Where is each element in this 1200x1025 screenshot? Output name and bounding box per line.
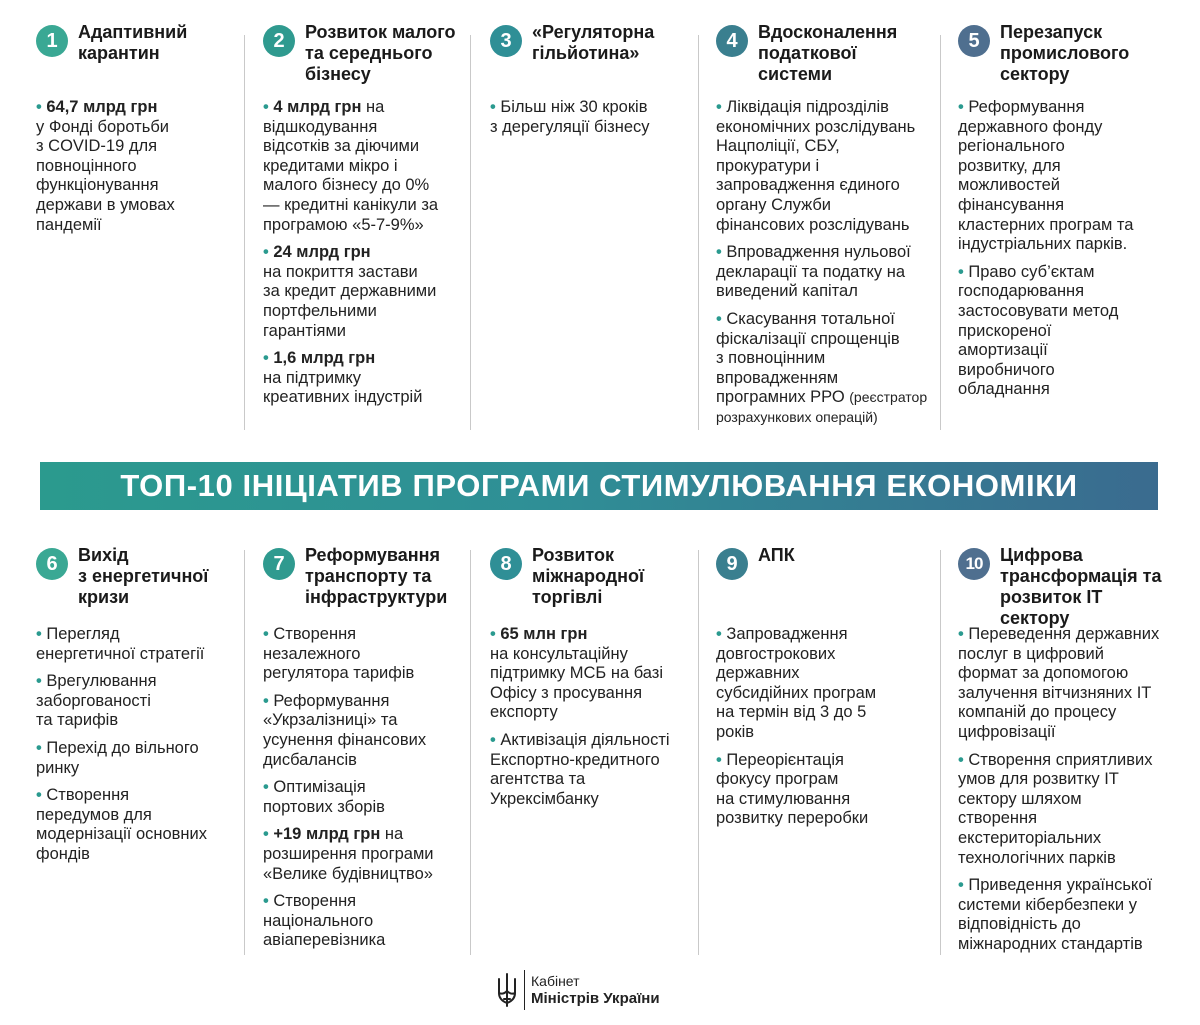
initiative-title-line: розвиток IT сектору — [1000, 587, 1103, 628]
bullet-icon: • — [36, 738, 47, 757]
bullet-icon: • — [263, 625, 274, 643]
bullet-icon: • — [263, 892, 274, 911]
item-text-line: креативних індустрій — [263, 388, 423, 407]
item-text-line: пандемії — [36, 215, 102, 234]
item-text-line: з COVID-19 для — [36, 137, 158, 156]
initiative-title-line: Цифрова — [1000, 545, 1083, 565]
item-text-line: Створення — [46, 786, 130, 805]
initiative-title-line: сектору — [1000, 64, 1070, 84]
item-text-line: Створення — [273, 625, 357, 643]
initiative-item — [36, 739, 266, 778]
item-text-line: послуг в цифровий — [958, 644, 1104, 663]
bullet-icon: • — [716, 243, 727, 262]
initiative-header — [36, 545, 241, 608]
bullet-icon: • — [263, 778, 274, 797]
item-text-line: виробничого — [958, 360, 1055, 379]
item-amount: +19 млрд грн — [273, 825, 381, 844]
initiative-title-line: інфраструктури — [305, 587, 448, 607]
initiative-title-line: трансформація та — [1000, 566, 1162, 586]
initiative-items — [36, 625, 266, 873]
item-text-line: заборгованості — [36, 691, 151, 710]
initiative-header — [716, 22, 921, 85]
initiative-items — [490, 98, 720, 145]
initiative-item — [263, 98, 493, 235]
initiative-item — [263, 349, 493, 408]
item-text-line: Ліквідація підрозділів — [726, 98, 889, 116]
item-text-line: на покриття застави — [263, 262, 418, 281]
item-text-line: фокусу програм — [716, 770, 839, 789]
item-text-line: фондів — [36, 844, 90, 863]
item-amount: 4 млрд грн — [273, 98, 362, 116]
item-text-line: амортизації — [958, 341, 1048, 360]
initiative-header — [958, 22, 1163, 85]
initiative-title-line: Адаптивний — [78, 22, 188, 42]
item-text-line: державних — [716, 664, 800, 683]
item-text-line: на — [361, 98, 385, 116]
item-text-line: повноцінного — [36, 156, 137, 175]
item-text-line: Створення сприятливих — [968, 750, 1153, 769]
initiative-title — [78, 545, 208, 608]
bullet-icon: • — [263, 691, 274, 710]
initiative-item — [716, 310, 946, 428]
item-text-line: державного фонду — [958, 117, 1103, 136]
initiative-6 — [36, 545, 241, 965]
initiative-title — [532, 22, 654, 64]
item-text-line: міжнародних стандартів — [958, 934, 1143, 953]
item-text-line: довгострокових — [716, 644, 836, 663]
initiative-number-badge: 8 — [490, 548, 522, 580]
initiative-title — [532, 545, 644, 608]
initiative-item — [958, 876, 1188, 954]
initiative-title-line: торгівлі — [532, 587, 603, 607]
item-text-line: дисбалансів — [263, 750, 357, 769]
initiative-header — [958, 545, 1163, 629]
item-text-line: відсотків за діючими — [263, 137, 420, 156]
item-text-line: формат за допомогою — [958, 664, 1129, 683]
item-text-line: з дерегуляції бізнесу — [490, 117, 650, 136]
item-text-line: органу Служби — [716, 195, 832, 214]
initiative-title — [1000, 22, 1129, 85]
initiative-title — [1000, 545, 1163, 629]
initiative-title-line: та середнього — [305, 43, 433, 63]
initiative-number-badge: 7 — [263, 548, 295, 580]
initiative-title-line: системи — [758, 64, 833, 84]
initiative-item — [716, 751, 946, 829]
initiative-title-line: Розвиток малого — [305, 22, 456, 42]
initiative-header — [716, 545, 921, 580]
item-text-line: на консультаційну — [490, 644, 628, 663]
item-text-line: Реформування — [968, 98, 1085, 116]
item-text-line: Створення — [273, 892, 357, 911]
initiative-item — [490, 731, 720, 809]
item-text-line: за кредит державними — [263, 282, 437, 301]
initiative-title-line: Реформування — [305, 545, 441, 565]
bullet-icon: • — [263, 98, 274, 116]
item-text-line: розвитку, для — [958, 156, 1061, 175]
item-text-line: відповідність до — [958, 915, 1081, 934]
item-text-line: Впровадження нульової — [726, 243, 911, 262]
initiative-item — [263, 243, 493, 341]
item-text-line: Приведення української — [968, 876, 1153, 895]
item-text-line: агентства та — [490, 770, 586, 789]
bullet-icon: • — [36, 98, 47, 116]
item-note: (реєстратор — [849, 389, 928, 406]
item-text-line: Скасування тотальної — [726, 309, 895, 328]
item-text-line: прискореної — [958, 321, 1052, 340]
initiative-number-badge: 1 — [36, 25, 68, 57]
item-text-line: розширення програми — [263, 844, 434, 863]
cabinet-logo — [496, 970, 660, 1010]
initiative-item — [716, 98, 946, 235]
item-text-line: технологічних парків — [958, 848, 1116, 867]
initiative-item — [716, 243, 946, 302]
initiative-10 — [958, 545, 1163, 965]
bullet-icon: • — [958, 98, 969, 116]
item-text-line: передумов для — [36, 805, 152, 824]
initiative-item — [36, 625, 266, 664]
cabinet-line1: Кабінет — [531, 972, 580, 989]
initiative-title — [758, 22, 897, 85]
bullet-icon: • — [958, 625, 969, 643]
item-text-line: створення — [958, 809, 1038, 828]
initiative-item — [36, 98, 266, 235]
item-text-line: на підтримку — [263, 368, 362, 387]
initiative-number-badge: 10 — [958, 548, 990, 580]
cabinet-line2: Міністрів України — [531, 989, 660, 1007]
initiative-item — [263, 778, 493, 817]
initiative-items — [490, 625, 720, 817]
initiative-header — [36, 22, 241, 64]
initiative-7 — [263, 545, 468, 965]
item-text-line: обладнання — [958, 380, 1050, 399]
bullet-icon: • — [958, 262, 969, 281]
item-text-line: портфельними — [263, 301, 377, 320]
bullet-icon: • — [263, 349, 274, 368]
item-text-line: на термін від 3 до 5 — [716, 703, 867, 722]
initiative-header — [490, 22, 695, 64]
initiative-4 — [716, 22, 928, 442]
initiative-5 — [958, 22, 1163, 442]
initiative-2 — [263, 22, 468, 442]
initiative-items — [36, 98, 266, 243]
initiative-number-badge: 6 — [36, 548, 68, 580]
item-text-line: держави в умовах — [36, 195, 175, 214]
initiative-title-line: з енергетичної — [78, 566, 209, 586]
initiative-item — [263, 692, 493, 770]
item-text-line: Переведення державних — [968, 625, 1160, 643]
item-text-line: економічних розслідувань — [716, 117, 916, 136]
item-text-line: «Укрзалізниці» та — [263, 711, 398, 730]
item-text-line: кредитами мікро і — [263, 156, 398, 175]
initiative-item — [263, 825, 493, 884]
initiative-number-badge: 9 — [716, 548, 748, 580]
item-text-line: цифровізації — [958, 722, 1056, 741]
initiative-header — [263, 22, 468, 85]
item-text-line: можливостей — [958, 176, 1060, 195]
item-text-line: Укрексімбанку — [490, 789, 599, 808]
item-text-line: незалежного — [263, 644, 361, 663]
item-amount: 24 млрд грн — [273, 243, 371, 262]
initiative-item — [958, 751, 1188, 869]
trident-emblem-icon — [496, 973, 518, 1007]
bullet-icon: • — [36, 672, 47, 691]
item-text-line: — кредитні канікули за — [263, 195, 439, 214]
bullet-icon: • — [716, 98, 727, 116]
item-text-line: портових зборів — [263, 797, 385, 816]
bullet-icon: • — [716, 750, 727, 769]
initiative-9 — [716, 545, 921, 965]
item-text-line: національного — [263, 911, 374, 930]
item-text-line: декларації та податку на — [716, 262, 906, 281]
item-text-line: субсидійних програм — [716, 683, 877, 702]
item-text-line: та тарифів — [36, 711, 119, 730]
item-text-line: Офісу з просування — [490, 683, 643, 702]
initiative-title-line: АПК — [758, 545, 795, 565]
item-text-line: фінансування — [958, 195, 1065, 214]
item-text-line: фіскалізації спрощенців — [716, 329, 900, 348]
item-text-line: кластерних програм та — [958, 215, 1134, 234]
initiative-title-line: транспорту та — [305, 566, 432, 586]
item-text-line: гарантіями — [263, 321, 347, 340]
initiative-3 — [490, 22, 695, 442]
initiative-title-line: Розвиток — [532, 545, 614, 565]
item-text-line: функціонування — [36, 176, 159, 195]
item-text-line: програмних РРО — [716, 388, 845, 407]
initiative-number-badge: 4 — [716, 25, 748, 57]
item-text-line: фінансових розслідувань — [716, 215, 910, 234]
item-text-line: підтримку МСБ на базі — [490, 664, 664, 683]
item-text-line: ринку — [36, 758, 80, 777]
logo-separator — [524, 970, 525, 1010]
item-text-line: умов для розвитку IT — [958, 770, 1119, 789]
initiative-item — [958, 625, 1188, 743]
item-amount: 64,7 млрд грн — [46, 98, 158, 116]
bullet-icon: • — [716, 309, 727, 328]
initiative-number-badge: 3 — [490, 25, 522, 57]
item-text-line: Запровадження — [726, 625, 848, 643]
item-text-line: років — [716, 722, 755, 741]
item-text-line: експорту — [490, 703, 558, 722]
initiative-title-line: «Регуляторна — [532, 22, 655, 42]
item-text-line: малого бізнесу до 0% — [263, 176, 430, 195]
item-text-line: Більш ніж 30 кроків — [500, 98, 648, 116]
bullet-icon: • — [263, 243, 274, 262]
item-text-line: виведений капітал — [716, 282, 858, 301]
item-text-line: сектору шляхом — [958, 789, 1082, 808]
item-text-line: Оптимізація — [273, 778, 366, 797]
initiative-title — [305, 545, 447, 608]
item-text-line: Перегляд — [46, 625, 120, 643]
item-text-line: Переорієнтація — [726, 750, 844, 769]
bullet-icon: • — [716, 625, 727, 643]
initiative-title-line: Вдосконалення — [758, 22, 898, 42]
item-amount: 1,6 млрд грн — [273, 349, 376, 368]
item-text-line: розвитку переробки — [716, 809, 869, 828]
item-text-line: залучення вітчизняних IT — [958, 683, 1152, 702]
initiative-item — [958, 263, 1188, 400]
item-text-line: Перехід до вільного — [46, 738, 199, 757]
item-text-line: «Велике будівництво» — [263, 864, 433, 883]
initiative-title-line: гільйотина» — [532, 43, 640, 63]
item-text-line: Нацполіції, СБУ, — [716, 137, 840, 156]
item-text-line: на — [380, 825, 404, 844]
bullet-icon: • — [490, 730, 501, 749]
initiative-title — [78, 22, 187, 64]
item-text-line: авіаперевізника — [263, 931, 386, 950]
item-text-line: індустріальних парків. — [958, 235, 1128, 254]
initiative-title-line: Перезапуск — [1000, 22, 1103, 42]
initiative-header — [263, 545, 468, 608]
initiative-items — [958, 98, 1188, 408]
item-text-line: Право суб’єктам — [968, 262, 1095, 281]
item-text-line: господарювання — [958, 282, 1085, 301]
initiative-number-badge: 5 — [958, 25, 990, 57]
initiative-number-badge: 2 — [263, 25, 295, 57]
item-text-line: програмою «5-7-9%» — [263, 215, 424, 234]
item-text-line: впровадженням — [716, 368, 839, 387]
item-note: розрахункових операцій) — [716, 408, 878, 425]
item-text-line: застосовувати метод — [958, 301, 1119, 320]
bullet-icon: • — [36, 625, 47, 643]
item-text-line: енергетичної стратегії — [36, 644, 205, 663]
initiative-title-line: карантин — [78, 43, 160, 63]
item-text-line: компаній до процесу — [958, 703, 1117, 722]
item-text-line: системи кібербезпеки у — [958, 895, 1137, 914]
item-text-line: з повноцінним — [716, 349, 826, 368]
initiative-item — [490, 625, 720, 723]
initiative-items — [263, 98, 493, 416]
initiative-header — [490, 545, 695, 608]
item-text-line: Активізація діяльності — [500, 730, 670, 749]
initiative-item — [958, 98, 1188, 255]
bullet-icon: • — [263, 825, 274, 844]
initiative-items — [263, 625, 493, 959]
initiative-items — [716, 98, 946, 436]
item-text-line: Експортно-кредитного — [490, 750, 660, 769]
item-text-line: Реформування — [273, 691, 390, 710]
initiative-title — [305, 22, 456, 85]
initiative-title-line: кризи — [78, 587, 130, 607]
initiative-title-line: промислового — [1000, 43, 1130, 63]
initiative-item — [263, 892, 493, 951]
bullet-icon: • — [490, 625, 501, 643]
item-text-line: модернізації основних — [36, 825, 208, 844]
bullet-icon: • — [958, 876, 969, 895]
initiative-items — [958, 625, 1188, 963]
initiative-title-line: Вихід — [78, 545, 129, 565]
initiative-1 — [36, 22, 241, 442]
item-text-line: усунення фінансових — [263, 730, 427, 749]
initiative-items — [716, 625, 946, 837]
item-text-line: регулятора тарифів — [263, 664, 415, 683]
item-text-line: запровадження єдиного — [716, 176, 900, 195]
column-divider — [698, 35, 699, 430]
item-amount: 65 млн грн — [500, 625, 588, 643]
item-text-line: Врегулювання — [46, 672, 157, 691]
banner-title: ТОП-10 ІНІЦІАТИВ ПРОГРАМИ СТИМУЛЮВАННЯ ЕКОНОМІКИ — [40, 462, 1158, 510]
initiative-item — [263, 625, 493, 684]
initiative-title-line: міжнародної — [532, 566, 645, 586]
bullet-icon: • — [36, 786, 47, 805]
initiative-item — [490, 98, 720, 137]
initiative-title-line: податкової — [758, 43, 857, 63]
initiative-title — [758, 545, 795, 566]
cabinet-name — [531, 973, 660, 1008]
bullet-icon: • — [958, 750, 969, 769]
item-text-line: у Фонді боротьби — [36, 117, 169, 136]
initiative-title-line: бізнесу — [305, 64, 371, 84]
bullet-icon: • — [490, 98, 501, 116]
initiative-item — [36, 672, 266, 731]
initiative-8 — [490, 545, 695, 965]
initiative-item — [36, 786, 266, 864]
item-text-line: екстериторіальних — [958, 828, 1102, 847]
item-text-line: на стимулювання — [716, 789, 851, 808]
item-text-line: прокуратури і — [716, 156, 820, 175]
initiative-item — [716, 625, 946, 743]
item-text-line: відшкодування — [263, 117, 378, 136]
item-text-line: регіонального — [958, 137, 1065, 156]
